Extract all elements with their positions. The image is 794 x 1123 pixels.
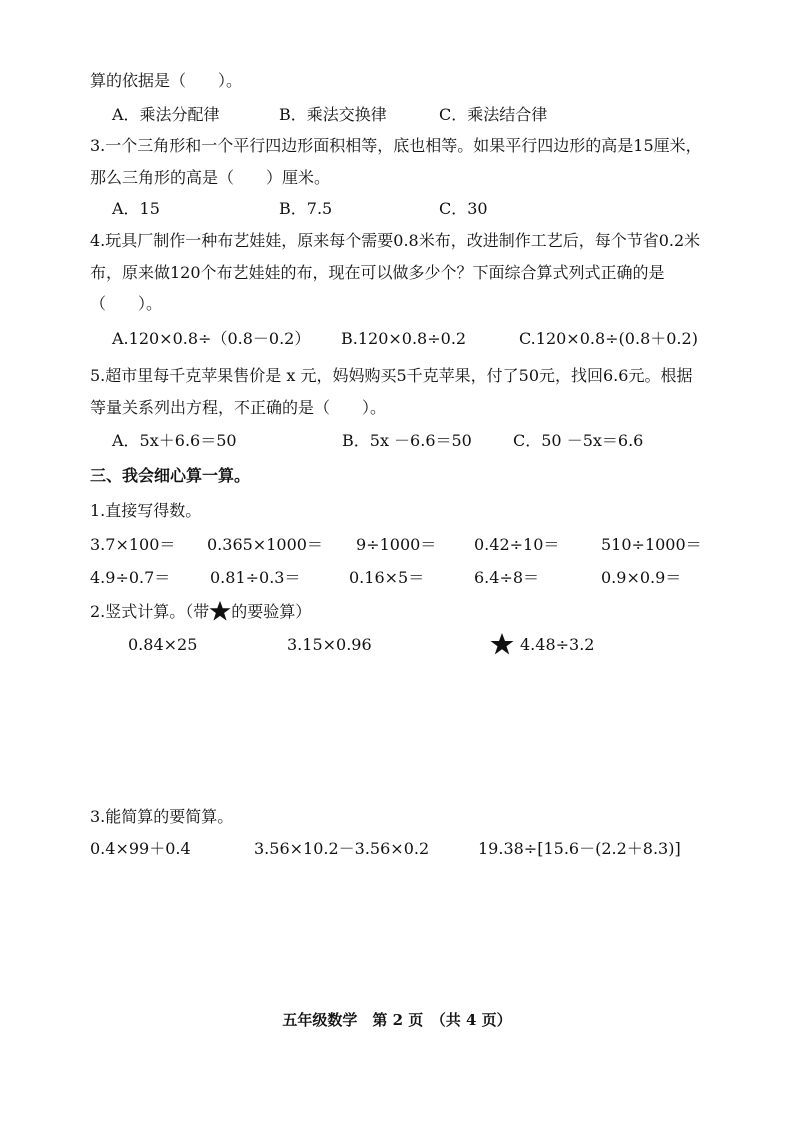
oral-calc-3: 9÷1000＝ [356, 535, 437, 554]
oral-calc-10: 0.9×0.9＝ [601, 568, 682, 587]
q2-option-b: B．乘法交换律 [279, 105, 387, 124]
simplify-calc-1: 0.4×99＋0.4 [90, 839, 191, 858]
q5-option-b: B．5x －6.6＝50 [342, 431, 472, 450]
q2-option-a: A．乘法分配律 [112, 105, 220, 124]
q3-option-a: A．15 [112, 199, 160, 218]
oral-calc-5: 510÷1000＝ [601, 535, 702, 554]
q2-option-c: C．乘法结合律 [439, 105, 548, 124]
part-1-title: 1.直接写得数。 [90, 501, 202, 520]
page-footer: 五年级数学 第 2 页 （共 4 页） [282, 1011, 512, 1029]
oral-calc-4: 0.42÷10＝ [474, 535, 560, 554]
q5-option-c: C．50 －5x＝6.6 [513, 431, 644, 450]
part-3-title: 3.能简算的要简算。 [90, 807, 234, 826]
oral-calc-6: 4.9÷0.7＝ [90, 568, 171, 587]
star-icon [490, 632, 514, 656]
q3-option-c: C．30 [439, 199, 488, 218]
q5-option-a: A．5x＋6.6＝50 [112, 431, 237, 450]
oral-calc-9: 6.4÷8＝ [474, 568, 540, 587]
vertical-calc-3: 4.48÷3.2 [520, 635, 595, 654]
oral-calc-2: 0.365×1000＝ [207, 535, 323, 554]
part-2-title-post: 的要验算） [231, 602, 312, 621]
vertical-calc-2: 3.15×0.96 [287, 635, 372, 654]
oral-calc-7: 0.81÷0.3＝ [210, 568, 301, 587]
q4-option-c: C.120×0.8÷(0.8＋0.2) [519, 329, 698, 348]
part-2-title-pre: 2.竖式计算。（带 [90, 602, 210, 621]
simplify-calc-3: 19.38÷[15.6－(2.2＋8.3)] [478, 839, 681, 858]
simplify-calc-2: 3.56×10.2－3.56×0.2 [254, 839, 430, 858]
q3-text: 3.一个三角形和一个平行四边形面积相等，底也相等。如果平行四边形的高是15厘米，那么三角形的高是（ ）厘米。 [90, 136, 702, 187]
q2-tail: 算的依据是（ ）。 [90, 71, 243, 90]
q5-text: 5.超市里每千克苹果售价是 x 元，妈妈购买5千克苹果，付了50元，找回6.6元。根据等量关系列出方程，不正确的是（ ）。 [90, 366, 693, 417]
section-3-title: 三、我会细心算一算。 [90, 466, 251, 485]
oral-calc-1: 3.7×100＝ [90, 535, 176, 554]
q4-text: 4.玩具厂制作一种布艺娃娃，原来每个需要0.8米布，改进制作工艺后，每个节省0.2米布，原来做120个布艺娃娃的布，现在可以做多少个？下面综合算式列式正确的是（ ）。 [90, 231, 701, 313]
vertical-calc-1: 0.84×25 [128, 635, 198, 654]
q3-option-b: B．7.5 [279, 199, 333, 218]
q4-option-b: B.120×0.8÷0.2 [341, 329, 467, 348]
part-2-title [90, 600, 311, 623]
oral-calc-8: 0.16×5＝ [349, 568, 425, 587]
star-icon [209, 600, 231, 622]
q4-option-a: A.120×0.8÷（0.8－0.2） [112, 329, 311, 348]
